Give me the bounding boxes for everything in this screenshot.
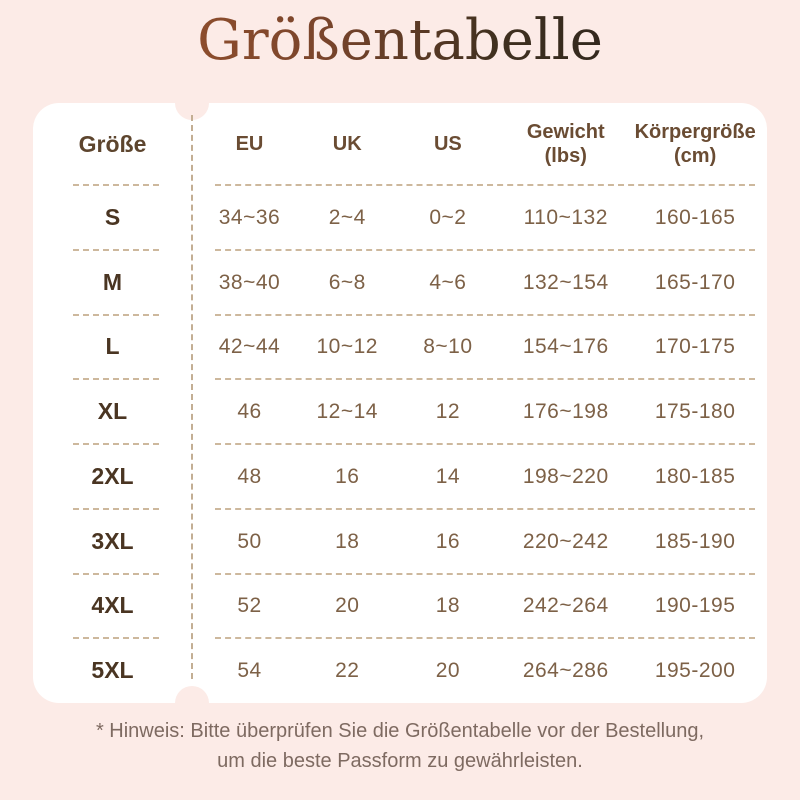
uk-column-header: UK	[332, 133, 362, 155]
height-value: 180-185	[654, 464, 736, 488]
eu-value: 50	[237, 529, 262, 553]
size-column-header: Größe	[78, 130, 147, 157]
eu-value: 54	[237, 659, 262, 683]
uk-value: 10~12	[316, 335, 378, 359]
weight-value: 132~154	[522, 270, 609, 294]
eu-column-header: EU	[235, 133, 264, 155]
us-value: 18	[435, 594, 461, 618]
table-row-xl	[33, 379, 767, 444]
size-label: 4XL	[91, 592, 134, 619]
size-chart-disclaimer	[0, 716, 800, 777]
us-value: 4~6	[429, 270, 467, 294]
eu-value: 34~36	[218, 205, 281, 229]
height-value: 175-180	[654, 400, 736, 424]
size-label: XL	[97, 398, 128, 425]
table-row-5xl	[33, 638, 767, 703]
height-value: 170-175	[654, 335, 736, 359]
us-value: 20	[435, 659, 461, 683]
us-value: 8~10	[423, 335, 473, 359]
height-column-header: Körpergröße (cm)	[634, 121, 756, 167]
height-value: 185-190	[654, 529, 736, 553]
weight-value: 242~264	[522, 594, 609, 618]
weight-value: 220~242	[522, 529, 609, 553]
eu-value: 48	[237, 464, 262, 488]
uk-value: 18	[335, 529, 360, 553]
height-value: 160-165	[654, 205, 736, 229]
disclaimer-line-2: um die beste Passform zu gewährleisten.	[217, 750, 583, 773]
us-value: 16	[435, 529, 461, 553]
table-header-row	[33, 103, 767, 185]
table-row-4xl	[33, 574, 767, 639]
us-column-header: US	[433, 133, 462, 155]
weight-value: 110~132	[523, 205, 608, 229]
uk-value: 12~14	[316, 400, 378, 424]
disclaimer-line-1: * Hinweis: Bitte überprüfen Sie die Größentabelle vor der Bestellung,	[95, 720, 705, 742]
vertical-dashed-divider	[191, 115, 193, 679]
us-value: 0~2	[429, 205, 467, 229]
height-value: 195-200	[654, 659, 736, 683]
bottom-notch-decoration	[175, 686, 209, 720]
us-value: 12	[435, 400, 461, 424]
size-chart-card	[33, 103, 767, 703]
table-row-2xl	[33, 444, 767, 509]
eu-value: 52	[237, 594, 262, 618]
size-label: S	[104, 203, 121, 230]
uk-value: 6~8	[328, 270, 366, 294]
size-label: 3XL	[91, 527, 134, 554]
weight-column-header: Gewicht (lbs)	[526, 121, 605, 167]
size-label: L	[105, 333, 120, 360]
table-row-s	[33, 185, 767, 250]
eu-value: 46	[237, 400, 262, 424]
uk-value: 2~4	[328, 205, 366, 229]
size-label: M	[102, 268, 123, 295]
size-label: 5XL	[91, 657, 134, 684]
table-row-l	[33, 315, 767, 380]
height-value: 190-195	[654, 594, 736, 618]
weight-value: 154~176	[522, 335, 609, 359]
table-row-m	[33, 250, 767, 315]
page-title: Größentabelle	[0, 8, 800, 73]
eu-value: 42~44	[218, 335, 281, 359]
weight-value: 176~198	[522, 400, 609, 424]
table-row-3xl	[33, 509, 767, 574]
weight-value: 198~220	[522, 464, 609, 488]
uk-value: 20	[335, 594, 360, 618]
eu-value: 38~40	[218, 270, 281, 294]
size-label: 2XL	[91, 462, 134, 489]
us-value: 14	[435, 464, 461, 488]
weight-value: 264~286	[522, 659, 609, 683]
uk-value: 16	[335, 464, 360, 488]
size-table	[33, 103, 767, 703]
uk-value: 22	[335, 659, 360, 683]
height-value: 165-170	[654, 270, 736, 294]
